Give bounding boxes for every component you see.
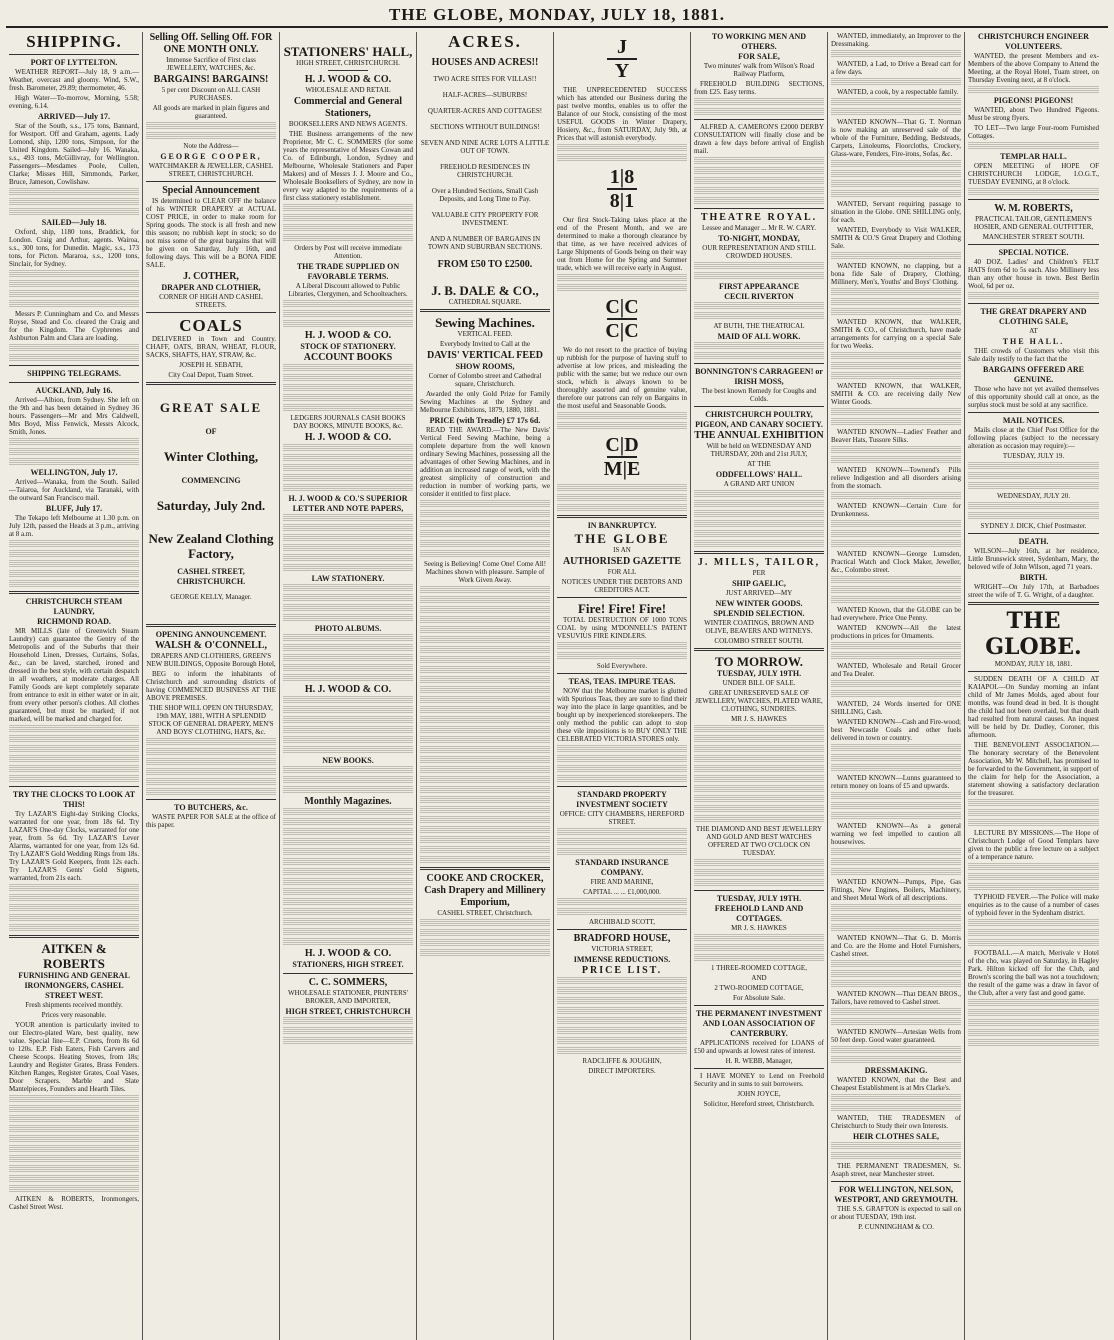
wanted-2: WANTED, a Lad, to Drive a Bread cart for a few days. [831,60,961,76]
column-3 [280,32,417,1340]
capital: CAPITAL ... ... £1,000,000. [583,888,661,896]
insurance-heading: STANDARD INSURANCE COMPANY. [575,858,669,877]
two-acre-sites: TWO ACRE SITES FOR VILLAS!! [433,75,537,83]
bankruptcy-heading: IN BANKRUPTCY. [587,521,657,530]
monogram-jy-icon: J [617,36,627,58]
fire-text: TOTAL DESTRUCTION OF 1000 TONS COAL by using M'DONNELL'S PATENT VESUVIUS FIRE KINDLERS. [557,616,687,640]
nz-factory-manager: GEORGE KELLY, Manager. [170,593,252,601]
aitken-footer: AITKEN & ROBERTS, Ironmongers, Cashel Street West. [9,1195,139,1211]
dale-name: J. B. DALE & CO., [431,283,539,298]
wanted-4: WANTED KNOWN—That G. T. Norman is now making an unreserved sale of the whole of the Furniture, Bedding, Bedsteads, Carpets, Linoleums, Floorcloths, Crockery, Glass-ware, Fenders, Fire-irons, Sofas, &c. [831,118,961,158]
lazar-text: Try LAZAR'S Eight-day Striking Clocks, warranted for one year, from 18s 6d. Try LAZAR'S One-day Clocks, warranted for one year, from 5s 6d. Try LAZAR'S Lever Alarms, warranted for one year, from 12s 6d. Try LAZAR'S Gold Wedding Rings from 18s. Try LAZAR'S Gold Keepers, from 12s each. Try LAZAR'S Gents' Gold Signets, warranted, from 21s each. [9,810,139,882]
notices-text: NOTICES UNDER THE DEBTORS AND CREDITORS ACT. [561,578,683,594]
walsh-opening: OPENING ANNOUNCEMENT. [155,630,267,639]
bargains-genuine: BARGAINS OFFERED ARE GENUINE. [983,365,1084,384]
maid-of-all-work: MAID OF ALL WORK. [717,332,801,341]
opportunity-text: Those who have not yet availed themselves of this opportunity should call at once, as the surplus stock must be sold at any sacrifice. [968,385,1099,409]
news-benevolent: THE BENEVOLENT ASSOCIATION.—The honorary secretary of the Benevolent Association, Mr W. Mitchell, has promised to be forwarded to the Government, in support of the claim for help for the Association, a statement showing a satisfactory declaration for the treasurer. [968,741,1099,797]
mail-notices: MAIL NOTICES. [1002,416,1065,425]
walsh-trade: DRAPERS AND CLOTHIERS, GREEN'S NEW BUILDINGS, Opposite Borough Hotel, [146,652,276,668]
column-8 [965,32,1102,1340]
great-sale-heading: GREAT SALE [159,400,263,415]
projected-text: Messrs P. Cunningham and Co. and Messrs Royse, Stead and Co. cleared the Craig and for the Kingdom. The Cyphrenes and Ashburton Palm and Clara are loading. [9,310,139,342]
death-text: WILSON—July 16th, at her residence, Little Brunswick street, Sydenham, Mary, the beloved wife of John Wilson, aged 71 years. [968,547,1099,571]
great-drapery-sale: THE GREAT DRAPERY AND CLOTHING SALE, [980,307,1087,326]
hj-wood-name-2: H. J. WOOD & CO. [304,330,392,341]
liberal-discount: A Liberal Discount allowed to Public Libraries, Clergymen, and Schoolteachers. [288,282,408,298]
column-7 [828,32,965,1340]
great-unreserved: GREAT UNRESERVED SALE OF JEWELLERY, WATCHES, PLATED WARE, CLOTHING, SUNDRIES. [695,689,823,713]
sommers-trade: WHOLESALE STATIONER, PRINTERS' BROKER, AND IMPORTER, [288,989,408,1005]
masthead: THE GLOBE, MONDAY, JULY 18, 1881. [6,4,1108,28]
wanted-8: WANTED KNOWN, that WALKER, SMITH & CO., of Christchurch, have made arrangements for carrying on a special Sale for two Weeks. [831,318,961,350]
immense-reductions: IMMENSE REDUCTIONS. [573,955,671,964]
seeing-believing: Seeing is Believing! Come One! Come All! Machines shown with pleasure. Sample of Work Given Away. [423,560,547,584]
special-announcement: Special Announcement [162,185,260,196]
under-bill-of-sale: UNDER BILL OF SALE. [722,679,796,687]
orders-by-post: Orders by Post will receive immediate Attention. [294,244,402,260]
coals-text: DELIVERED in Town and Country. CHAFF, OATS, BRAN, WHEAT, FLOUR, SACKS, SHAFTS, HAY, STRAW, &c. [146,335,276,359]
price-line: PRICE (with Treadle) £7 17s 6d. [429,416,541,425]
special-notice: SPECIAL NOTICE. [998,248,1069,257]
volunteers-notice: WANTED, the present Members and ex-Members of the above Company to Attend the Meeting, at the Royal Hotel, Tuam street, on Thursday Evening next, at 8 o'clock. [968,52,1099,84]
not-resort-text: We do not resort to the practice of buying up rubbish for the purpose of having stuff to advertise at low prices, and misleading the public with the same; but we reduce our own stock, which is always known to be thoroughly assorted and of genuine value, therefore our patrons can rely on Bargains in the most useful and Seasonable Goods. [557,346,687,410]
wanted-5: WANTED, Servant requiring passage to situation in the Globe. ONE SHILLING only, for each. [831,200,961,224]
walsh-text: BEG to inform the inhabitants of Christchurch and surrounding districts of having COMMENCED BUSINESS AT THE ABOVE PREMISES. [146,670,276,702]
monogram-cc-icon: C|C [605,296,639,318]
art-union: A GRAND ART UNION [723,480,795,488]
bradford-house: BRADFORD HOUSE, [573,933,671,944]
hundred-sections: Over a Hundred Sections, Small Cash Deposits, and Long Time to Pay. [431,187,539,203]
everybody-invited: Everybody Invited to Call at the [439,340,530,348]
roberts-name: W. M. ROBERTS, [994,203,1073,214]
mail-text: Mails close at the Chief Post Office for the following places (subject to the necessary alteration as occasion may require):— [968,426,1099,450]
hawkes-name: MR J. S. HAWKES [731,715,787,723]
sold-everywhere: Sold Everywhere. [596,662,648,670]
wanted-6: WANTED, Everybody to Visit WALKER, SMITH & CO.'S Great Drapery and Clothing Sale. [831,226,961,250]
arrived-text: Star of the South, s.s., 175 tons, Bannard, for Westport. Off and Graham, agents. Lady Lomond, ship, 1200 tons, Simpson, for the United Kingdom. Sailed—July 16. Wanaka, s.s., 493 tons, McGillivray, for Wellington. Passengers—Mesdames Poole, Cullen, Clarke; Misses Hill, Simmonds, Parker, Bruce, Jameson, Cowlishaw. [9,122,139,186]
globe-editorial-title: THE GLOBE. [985,608,1082,660]
dressmaking-heading: DRESSMAKING. [864,1066,928,1075]
bluff-heading: BLUFF, July 17. [45,504,103,513]
aitken-prices: Prices very reasonable. [41,1011,107,1019]
poultry-society: CHRISTCHURCH POULTRY, PIGEON, AND CANARY SOCIETY. [695,410,823,429]
first-appearance: FIRST APPEARANCE [718,282,800,291]
wanted-11: WANTED KNOWN—Townend's Pills relieve Indigestion and all disorders arising from the stomach. [831,466,961,490]
sailed-heading: SAILED—July 18. [41,218,107,227]
monogram-cc2-icon: C|C [605,320,639,342]
wanted-1: WANTED, immediately, an Improver to the Dressmaking. [831,32,961,48]
lessee-manager: Lessee and Manager ... Mr R. W. CARY. [702,224,816,232]
walsh-open-on: THE SHOP WILL OPEN ON THURSDAY, 19th MAY, 1881, WITH A SPLENDID STOCK OF GENERAL DRAPERY, MEN'S AND BOYS' CLOTHING, HATS, &c. [148,704,274,736]
direct-importers: DIRECT IMPORTERS. [588,1067,656,1075]
cother-name: J. COTHER, [183,271,239,282]
wanted-18: WANTED KNOWN—Cash and Fire-wood; best Newcastle Coals and other fuels delivered in town or country. [831,718,961,742]
tonight-monday: TO-NIGHT, MONDAY, [718,234,800,243]
nz-factory-heading: New Zealand Clothing Factory, [148,531,274,561]
photo-albums: PHOTO ALBUMS. [314,624,382,633]
ledgers-list: LEDGERS JOURNALS CASH BOOKS DAY BOOKS, MINUTE BOOKS, &c. [290,414,406,430]
selling-off-banner: Selling Off. Selling Off. FOR ONE MONTH ONLY. [149,32,273,55]
aitken-fresh: Fresh shipments received monthly. [25,1001,123,1009]
vertical-feed: VERTICAL FEED. [457,330,513,338]
monogram-cd-icon: C|D [605,434,639,456]
fire-heading: Fire! Fire! Fire! [577,601,667,616]
wanted-13: WANTED KNOWN—George Lumsden, Practical Watch and Clock Maker, Jeweller, &c., Colombo street. [831,550,961,574]
column-2 [143,32,280,1340]
news-football: FOOTBALL.—A match, Merivale v Hotel of the cho, was played on Saturday, in Hagley Park. Hilton kicked off for the Club, and Brown's scoring the ball was not a touchdown; the result of the game was a draw in favor of the Club, after a very fast and good game. [968,949,1099,997]
wanted-19: WANTED KNOWN—Lunns guaranteed to return money on loans of £5 and upwards. [831,774,961,790]
tomorrow-heading: TO MORROW. [714,654,804,669]
per-label: PER [752,569,766,577]
shipping-heading: SHIPPING. [26,32,122,51]
cameron-consultation: ALFRED A. CAMERON'S £2000 DERBY CONSULTATION will finally close and be drawn a few days before arrival of English mail. [694,123,824,155]
show-rooms: SHOW ROOMS, [455,362,515,371]
arrived-heading: ARRIVED—July 17. [37,112,110,121]
wanted-10: WANTED KNOWN—Ladies' Feather and Beaver Hats, Tussore Silks. [831,428,961,444]
cooke-address: CASHEL STREET, Christchurch. [437,909,533,917]
wholesale-retail: WHOLESALE AND RETAIL [305,86,391,94]
oddfellows-hall: ODDFELLOWS' HALL. [715,470,803,479]
death-heading: DEATH. [1018,537,1049,546]
freehold-land: FREEHOLD LAND AND COTTAGES. [714,904,804,923]
column-1 [6,32,143,1340]
quarter-acres: QUARTER-ACRES AND COTTAGES! [427,107,543,115]
felt-hats: 40 DOZ. Ladies' and Children's FELT HATS from 6d to 5s each. Also Millinery less than any other house in town. Best Berlin Wool, 6d per oz. [968,258,1099,290]
unprecedented-text: THE UNPRECEDENTED SUCCESS which has attended our Business during the past twelve months, enables us to offer the Balance of our Stock, consisting of the most USEFUL GOODS in Winter Drapery, Hosiery, &c., from SATURDAY, July 9th, at Prices that will astonish everybody. [557,86,687,142]
cother-trade: DRAPER AND CLOTHIER, [161,283,261,292]
bradford-address: VICTORIA STREET, [591,945,653,953]
column-4 [417,32,554,1340]
heir-clothes-sale: HEIR CLOTHES SALE, [852,1132,940,1141]
splendid-selection: SPLENDID SELECTION. [713,609,805,618]
new-books: NEW BOOKS. [322,756,374,765]
pigeons-heading: PIGEONS! PIGEONS! [993,96,1074,105]
coals-address: City Coal Depot, Tuam Street. [168,371,254,379]
working-men-heading: TO WORKING MEN AND OTHERS. [711,32,807,51]
bonnington-sub: The best known Remedy for Coughs and Colds. [701,387,817,403]
commencing-label: COMMENCING [181,476,241,485]
wanted-25: WANTED KNOWN, that the Best and Cheapest Establishment is at Mrs Clarke's. [831,1076,961,1092]
sections-without: SECTIONS WITHOUT BUILDINGS! [430,123,540,131]
standard-society: STANDARD PROPERTY INVESTMENT SOCIETY [576,790,668,809]
joyce-trade: Solicitor, Hereford street, Christchurch. [703,1100,815,1108]
radcliffe-name: RADCLIFFE & JOUGHIN, [582,1057,662,1065]
shipping-telegrams-heading: SHIPPING TELEGRAMS. [27,369,121,378]
fire-marine: FIRE AND MARINE, [590,878,654,886]
butchers-heading: TO BUTCHERS, &c. [174,803,248,812]
three-roomed: 1 THREE-ROOMED COTTAGE, [711,964,807,972]
theatre-royal: THEATRE ROYAL. [700,212,818,223]
templar-hall: TEMPLAR HALL. [1000,152,1067,161]
laundry-text: MR MILLS (late of Greenwich Steam Laundry) can guarantee the Gentry of the Metropolis and of the Suburbs that their Household Linen, Dresses, Curtains, Sofas, &c., can be laved, starched, ironed and dressed in the best style, with certain despatch in all weathers, at moderate charges. All Family Goods are kept completely separate from entrance to exit in either water or in air, from every other person's clothes. All clothes guaranteed, but must be marked; if not marked, will be marked and charged for. [9,627,139,723]
awarded-text: Awarded the only Gold Prize for Family Sewing Machines at the Sydney and Melbourne Exhibitions, 1879, 1880, 1881. [420,390,550,414]
coals-name: JOSEPH H. SEBATH, [179,361,243,369]
news-sudden-death: SUDDEN DEATH OF A CHILD AT KAIAPOI.—On Sunday morning an infant child of Mr James Molds, aged about four months, was found dead in bed. It is thought the child had not been overlaid, but that death had resulted from natural causes. An inquest will be held by Dr. Dudley, Coroner, this afternoon. [968,675,1099,739]
hawkes-name-2: MR J. S. HAWKES [731,924,787,932]
wanted-21: WANTED KNOWN—Pumps, Pipe, Gas Fittings, New Engines, Boilers, Machinery, and Sheet Metal Work of all descriptions. [831,878,961,902]
cother-address: CORNER OF HIGH AND CASHEL STREETS. [159,293,263,309]
nz-factory-address: CASHEL STREET, CHRISTCHURCH. [176,567,246,586]
commercial-stationers: Commercial and General Stationers, [293,96,403,119]
sommers-address: HIGH STREET, CHRISTCHURCH [285,1007,411,1016]
joyce-name: JOHN JOYCE, [737,1090,781,1098]
archibald-scott: ARCHIBALD SCOTT, [589,918,655,926]
diamond-jewellery: THE DIAMOND AND BEST JEWELLERY AND GOLD AND BEST WATCHES OFFERED AT TWO O'CLOCK ON TUESDAY. [695,825,823,857]
absolute-sale: For Absolute Sale. [733,994,785,1002]
wellington-heading: WELLINGTON, July 17. [30,468,118,477]
mail-tuesday: TUESDAY, JULY 19. [1002,452,1065,460]
address-label: Note the Address— [183,142,239,150]
stocktaking-text: Our first Stock-Taking takes place at the end of the Present Month, and we are determined to make a thorough clearance by that time, as we have received advices of Large Shipments of Goods being on their way out from Home for the Spring and Summer trade, which we will receive early in August. [557,216,687,272]
half-acres: HALF-ACRES—SUBURBS! [442,91,528,99]
is-an-label: IS AN [613,546,631,554]
walsh-name: WALSH & O'CONNELL, [155,640,267,651]
wanted-23: WANTED KNOWN—That DEAN BROS., Tailors, have removed to Cashel street. [831,990,961,1006]
aitken-title: AITKEN & ROBERTS [41,941,107,971]
acres-heading: ACRES. [448,32,522,51]
port-heading: PORT OF LYTTELTON. [30,58,118,67]
marked-text: All goods are marked in plain figures and guaranteed. [152,104,270,120]
valuable-property: VALUABLE CITY PROPERTY FOR INVESTMENT. [431,211,539,227]
teas-heading: TEAS, TEAS. IMPURE TEAS. [568,677,676,686]
selling-off-text: Immense Sacrifice of First class JEWELLERY, WATCHES, &c. [166,56,256,72]
column-5 [554,32,691,1340]
money-to-lend: I HAVE MONEY to Lend on Freehold Security and in sums to suit borrowers. [694,1072,824,1088]
authorised-gazette: AUTHORISED GAZETTE [562,556,682,567]
bluff-text: The Tekapo left Melbourne at 1.30 p.m. on July 12th, passed the Heads at 3 p.m., arriving at 8 a.m. [9,514,139,538]
price-list: PRICE LIST. [581,965,663,976]
lazar-title: TRY THE CLOCKS TO LOOK AT THIS! [12,790,136,809]
wanted-24: WANTED KNOWN—Artesian Wells from 50 feet deep. Good water guaranteed. [831,1028,961,1044]
and-label: AND [751,974,767,982]
high-water: High Water—To-morrow, Morning, 5.58; evening, 6.14. [9,94,139,110]
cooper-name: GEORGE COOPER, [160,152,262,161]
new-winter-goods: NEW WINTER GOODS. [715,599,803,608]
trade-supplied: THE TRADE SUPPLIED ON FAVORABLE TERMS. [296,262,400,281]
sailed-text: Oxford, ship, 1180 tons, Braddick, for London. Craig and Arthur, agents. Wairoa, s.s., 300 tons, for Dunedin. Magic, s.s., 173 tons, for Picton. Mararoa, s.s., 1200 tons, Sinclair, for Sydney. [9,228,139,268]
birth-heading: BIRTH. [1019,573,1048,582]
mills-tailor: J. MILLS, TAILOR, [697,557,821,568]
davis-text: READ THE AWARD.—The New Davis' Vertical Feed Sewing Machine, being a complete departure from the well known ordinary Sewing Machines, possessing all the advantages of other Sewing Machines, and in addition an increased range of work, with the greatest simplicity of construction and reduction in number of working parts, we consider it entitled to first place. [420,426,550,498]
auckland-heading: AUCKLAND, July 16. [35,386,113,395]
price-range: FROM £50 TO £2500. [437,259,533,270]
sommers-name: C. C. SOMMERS, [308,977,388,988]
representation: OUR REPRESENTATION AND STILL CROWDED HOUSES. [702,244,816,260]
stationers-high-street: STATIONERS, HIGH STREET. [292,960,404,969]
monthly-magazines: Monthly Magazines. [304,796,392,807]
stock-of-stationery: STOCK OF STATIONERY. [300,342,396,351]
freehold-sections: FREEHOLD BUILDING SECTIONS, from £25. Easy terms. [694,80,824,96]
number-of-bargains: AND A NUMBER OF BARGAINS IN TOWN AND SUBURBAN SECTIONS. [427,235,543,251]
monogram-me-icon: M|E [603,458,641,480]
wanted-12: WANTED KNOWN—Certain Cure for Drunkenness. [831,502,961,518]
booksellers: BOOKSELLERS AND NEWS AGENTS. [288,120,408,128]
for-sale-heading: FOR SALE, [738,52,780,61]
saturday-heading: Saturday, July 2nd. [156,498,266,513]
stationers-address: HIGH STREET, CHRISTCHURCH. [296,59,400,67]
ship-gaelic: SHIP GAELIC, [732,579,786,588]
wanted-16: WANTED, Wholesale and Retail Grocer and Tea Dealer. [831,662,961,678]
freehold-residences: FREEHOLD RESIDENCES IN CHRISTCHURCH. [440,163,530,179]
superior-papers: H. J. WOOD & CO.'S SUPERIOR LETTER AND NOTE PAPERS, [288,494,408,513]
colombo-street-south: COLOMBO STREET SOUTH. [714,637,804,645]
of-label: OF [205,427,217,436]
cunningham-name: P. CUNNINGHAM & CO. [858,1223,934,1231]
tuesday-date: TUESDAY, JULY 19TH. [716,669,802,678]
show-rooms-address: Corner of Colombo street and Cathedral square, Christchurch. [428,372,542,388]
tuesday-date-2: TUESDAY, JULY 19TH. [716,894,802,903]
mail-wednesday: WEDNESDAY, JULY 20. [997,492,1070,500]
the-hall: THE HALL. [1002,337,1065,346]
bargains-heading: BARGAINS! BARGAINS! [153,74,269,85]
aitken-subtitle: FURNISHING AND GENERAL IRONMONGERS, CASHEL STREET WEST. [18,971,130,1000]
wanted-14: WANTED Known, that the GLOBE can be had everywhere. Price One Penny. [831,606,961,622]
engineer-volunteers: CHRISTCHURCH ENGINEER VOLUNTEERS. [978,32,1089,51]
auckland-text: Arrived—Albion, from Sydney. She left on the 9th and has been detained in Sydney 36 hours. Passengers—Mr and Mrs Caldwell, Mrs Boyd, Miss Fenwick, Messrs Alcock, Smith, Jones. [9,396,139,436]
laundry-subtitle: RICHMOND ROAD. [37,617,111,626]
news-typhoid: TYPHOID FEVER.—The Police will make enquiries as to the cause of a number of cases of typhoid fever in the Sydenham district. [968,893,1099,917]
roberts-address: MANCHESTER STREET SOUTH. [982,233,1085,241]
templar-meeting: OPEN MEETING of HOPE OF CHRISTCHURCH LODGE, I.O.G.T., TUESDAY EVENING, at 8 o'clock. [968,162,1099,186]
globe-heading: THE GLOBE [574,531,670,546]
teas-text: NOW that the Melbourne market is glutted with Spurious Teas, they are sure to find their way into the place in large quantities, and be bought up by inexperienced storekeepers. The only method the public can adopt to stop these vile impositions is to BUY ONLY THE CELEBRATED VICTORIA STORES only. [557,687,687,743]
cottages-to-let: TO LET—Two large Four-room Furnished Cottages. [968,124,1099,140]
two-roomed: 2 TWO-ROOMED COTTAGE, [714,984,804,992]
coals-heading: COALS [179,316,243,335]
wanted-22: WANTED KNOWN—That G. D. Morris and Co. are the Home and Hotel Furnishers, Cashel street. [831,934,961,958]
wanted-20: WANTED KNOWN—As a general warning we feel impelled to caution all housewives. [831,822,961,846]
bonnington-heading: BONNINGTON'S CARRAGEEN! or IRISH MOSS, [695,367,823,386]
hj-wood-name-5: H. J. WOOD & CO. [304,948,392,959]
wanted-9: WANTED KNOWN, that WALKER, SMITH & CO. are receiving daily New Winter Goods. [831,382,961,406]
buth-theatrical: AT BUTH, THE THEATRICAL [713,322,805,330]
wellington-text: Arrived—Wanaka, from the South. Sailed—Taiaroa, for Auckland, via Taranaki, with the outward San Francisco mail. [9,478,139,502]
winter-coatings: WINTER COATINGS, BROWN AND OLIVE, BEAVERS AND WITNEYS. [704,619,814,635]
at-the-label: AT THE [747,460,771,468]
wanted-tradesmen: WANTED, THE TRADESMEN of Christchurch to Study their own Interests. [831,1114,961,1130]
roberts-trade: PRACTICAL TAILOR, GENTLEMEN'S HOSIER, AND GENERAL OUTFITTER, [973,215,1094,231]
annual-exhibition: THE ANNUAL EXHIBITION [694,430,824,441]
webb-manager: H. R. WEBB, Manager, [725,1057,793,1065]
monogram-81-icon: 8|1 [609,190,635,212]
loan-applications: APPLICATIONS received for LOANS of £50 and upwards at lowest rates of interest. [694,1039,824,1055]
hj-wood-name: H. J. WOOD & CO. [304,74,392,85]
at-label: AT [1029,327,1038,335]
crowds-text: THE crowds of Customers who visit this Sale daily testify to the fact that the [968,347,1099,363]
cother-text: IS determined to CLEAR OFF the balance of his WINTER DRAPERY at ACTUAL COST PRICE, in order to make room for Spring goods. The stock is all fresh and new this season; no rubbish kept in stock; so do not miss some of the great bargains that will be given on Saturday, July 16th, and following days. This will be a BONA FIDE SALE. [146,197,276,269]
wanted-17: WANTED, 24 Words inserted for ONE SHILLING, Cash. [831,700,961,716]
annual-date: Will be held on WEDNESDAY AND THURSDAY, 20th and 21st JULY, [706,442,812,458]
stationers-hall: STATIONERS' HALL, [283,44,413,59]
hj-wood-name-3: H. J. WOOD & CO. [304,432,392,443]
two-minutes-walk: Two minutes' walk from Wilson's Road Railway Platform, [703,62,815,78]
pigeons-wanted: WANTED, about Two Hundred Pigeons. Must be strong flyers. [968,106,1099,122]
houses-acres: HOUSES AND ACRES!! [431,57,539,68]
cathedral-square: CATHEDRAL SQUARE. [448,298,522,306]
cecil-riverton: CECIL RIVERTON [724,292,794,301]
columns [6,32,1108,1340]
sewing-machines-heading: Sewing Machines. [435,315,535,330]
standard-office: OFFICE: CITY CHAMBERS, HEREFORD STREET. [559,810,685,826]
permanent-association: THE PERMANENT INVESTMENT AND LOAN ASSOCIATION OF CANTERBURY. [695,1009,823,1038]
aitken-text: YOUR attention is particularly invited to our Electro-plated Ware, best quality, new value. Special line—E.P. Cruets, from 8s 6d to 120s. E.P. Fish Eaters, Fish Carvers and Cheese Scoops. Heating Stoves, from 18s; Laundry and Register Grates, Brass Fenders. Kitchen Ranges, Register Grates, Coal Vases, Door Scrapers. Marble and Slate Mantelpieces, Founders and Hearth Tiles. [9,1021,139,1093]
hj-wood-name-4: H. J. WOOD & CO. [304,684,392,695]
weather-report: WEATHER REPORT—July 18, 9 a.m.—Weather, overcast and gloomy. Wind, S.W., fresh. Barometer, 29.89; thermometer, 46. [9,68,139,92]
postmaster: SYDNEY J. DICK, Chief Postmaster. [980,522,1087,530]
account-books: ACCOUNT BOOKS [303,352,393,363]
seven-nine-acre: SEVEN AND NINE ACRE LOTS A LITTLE OUT OF TOWN. [420,139,550,155]
wanted-7: WANTED KNOWN, no clapping, but a bona fide Sale of Drapery, Clothing, Millinery, Men's, Youths' and Boys' Clothing. [831,262,961,286]
globe-editorial-date: MONDAY, JULY 18, 1881. [994,660,1073,668]
waste-paper: WASTE PAPER FOR SALE at the office of this paper. [146,813,276,829]
news-lecture: LECTURE BY MISSIONS.—The Hope of Christchurch Lodge of Good Templars have given to the public a free lecture on a subject of a temperance nature. [968,829,1099,861]
discount-text: 5 per cent Discount on ALL CASH PURCHASES. [161,86,261,102]
wanted-15: WANTED KNOWN—All the latest productions in prices for Ornaments. [831,624,961,640]
cooke-trade: Cash Drapery and Millinery Emporium, [424,885,546,908]
permanent-trade: THE PERMANENT TRADESMEN, St. Asaph street, near Manchester street. [831,1162,961,1178]
grafton-sailing: THE S.S. GRAFTON is expected to sail on or about TUESDAY, 19th inst. [831,1205,961,1221]
law-stationery: LAW STATIONERY. [311,574,385,583]
monogram-y-icon: Y [614,60,630,82]
column-6 [691,32,828,1340]
for-all-label: FOR ALL [607,568,637,576]
stationers-text: THE Business arrangements of the new Proprietor, Mr C. C. SOMMERS (for some years the representative of Messrs Cowan and Co. of Edinburgh, London, Sydney and Melbourne, Wholesale Stationers and Paper Makers) and of Messrs J. J. Moore and Co., Wholesale Booksellers of Sydney, are now in every way adapted to the requirements of a first class stationery establishment. [283,130,413,202]
birth-text: WRIGHT—On July 17th, at Barbadoes street the wife of T. G. Wright, of a daughter. [968,583,1099,599]
just-arrived: JUST ARRIVED—MY [725,589,793,597]
cooper-address: WATCHMAKER & JEWELLER, CASHEL STREET, CHRISTCHURCH. [148,162,274,178]
laundry-title: CHRISTCHURCH STEAM LAUNDRY, [25,597,123,616]
winter-clothing-heading: Winter Clothing, [163,449,259,464]
monogram-18-icon: 1|8 [609,166,635,188]
davis-heading: DAVIS' VERTICAL FEED [427,350,543,361]
wellington-shipping: FOR WELLINGTON, NELSON, WESTPORT, AND GREYMOUTH. [834,1185,958,1204]
cooke-crocker: COOKE AND CROCKER, [426,873,544,884]
wanted-3: WANTED, a cook, by a respectable family. [837,88,959,96]
